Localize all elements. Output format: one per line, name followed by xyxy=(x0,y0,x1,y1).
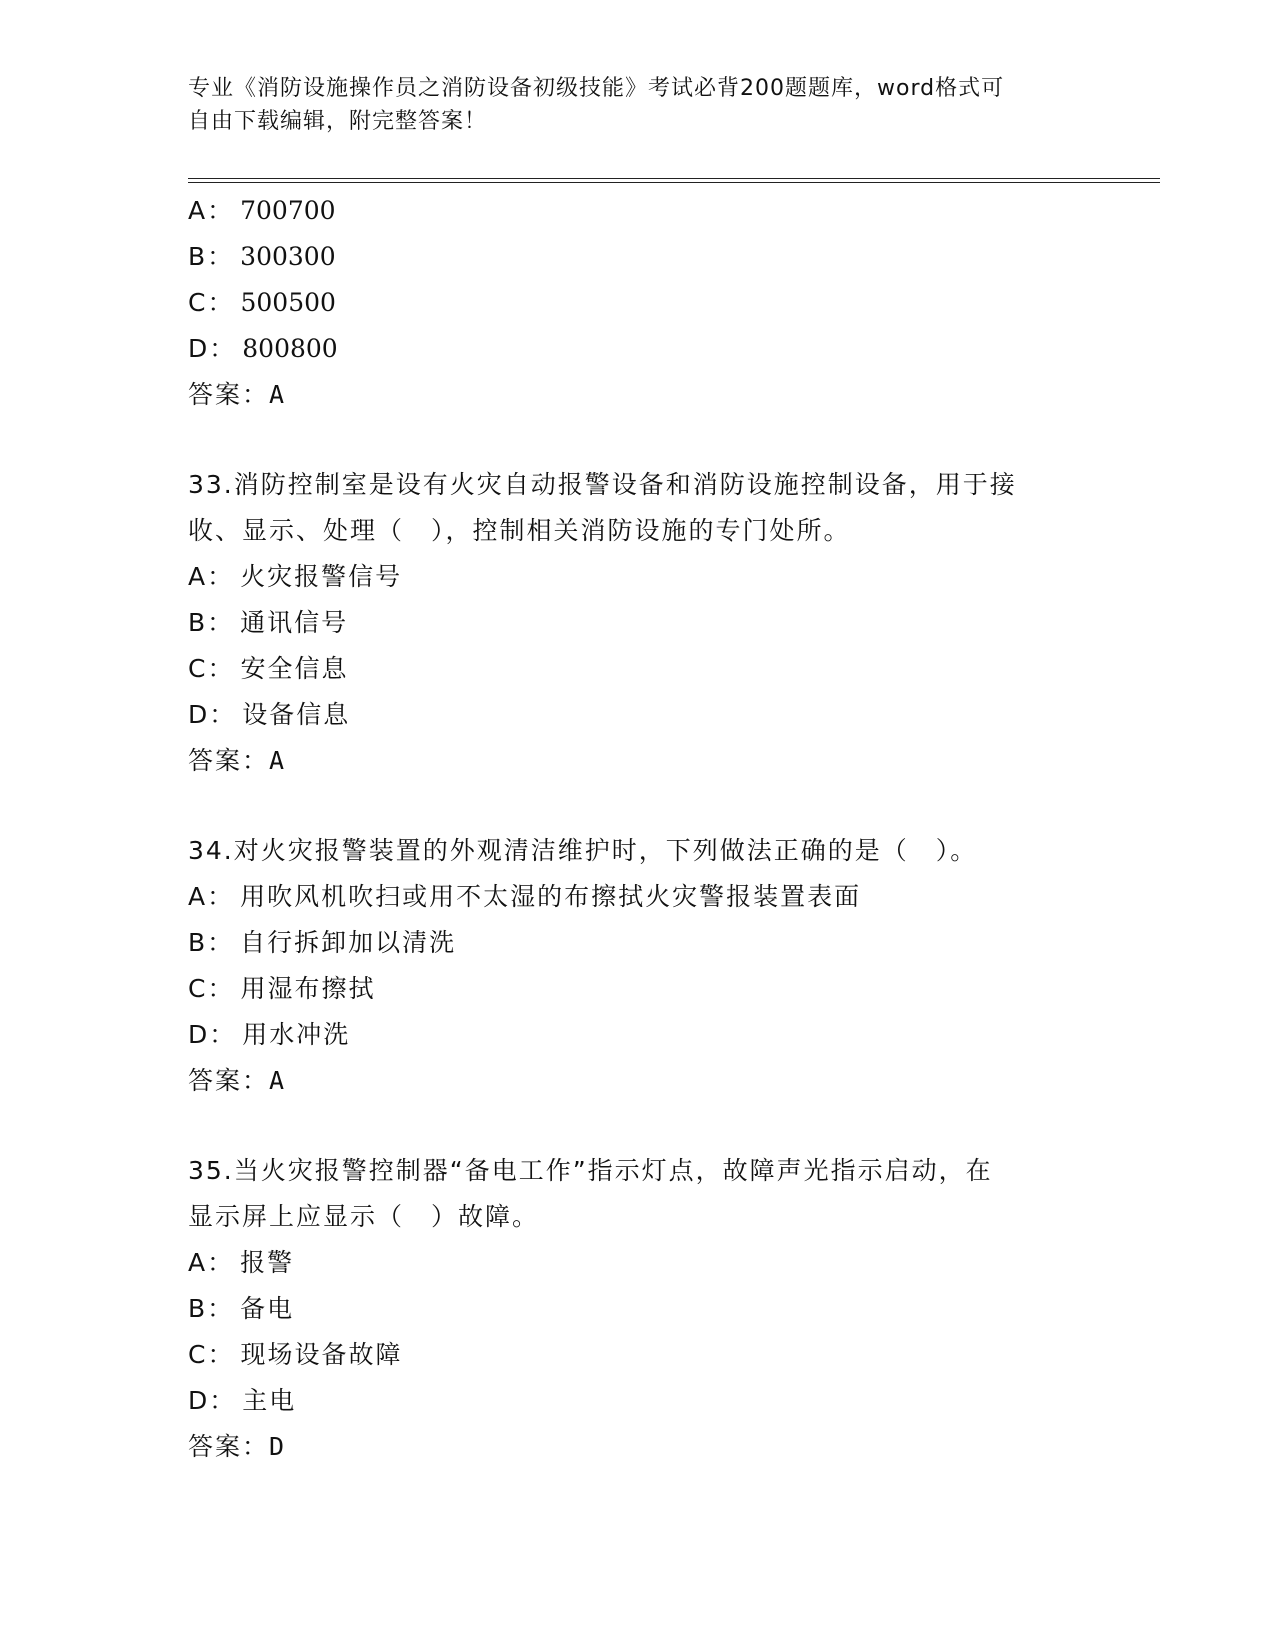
option-text: 800800 xyxy=(242,334,338,363)
option-text: 500500 xyxy=(240,288,336,317)
header-title-line-2: 自由下载编辑，附完整答案！ xyxy=(188,109,488,134)
option-separator: ： xyxy=(207,562,235,591)
answer-label: 答案： xyxy=(188,1066,270,1095)
option-b xyxy=(188,600,1088,646)
option-key: C xyxy=(188,288,208,317)
answer-line xyxy=(188,1424,1088,1470)
option-separator: ： xyxy=(207,242,235,271)
option-key: B xyxy=(188,1294,208,1323)
option-text: 火灾报警信号 xyxy=(240,562,403,591)
option-separator: ： xyxy=(209,1020,237,1049)
option-key: A xyxy=(188,882,208,911)
option-separator: ： xyxy=(207,882,235,911)
option-key: C xyxy=(188,1340,208,1369)
option-key: B xyxy=(188,242,208,271)
option-key: B xyxy=(188,928,208,957)
document-header xyxy=(188,72,1068,138)
question-text-line-2: 显示屏上应显示（ ）故障。 xyxy=(188,1202,540,1231)
question-34 xyxy=(188,828,1088,1104)
answer-value: A xyxy=(269,1066,287,1095)
spacer xyxy=(188,1104,1088,1148)
option-text: 主电 xyxy=(242,1386,297,1415)
answer-label: 答案： xyxy=(188,1432,270,1461)
option-separator: ： xyxy=(207,196,235,225)
option-text: 用吹风机吹扫或用不太湿的布擦拭火灾警报装置表面 xyxy=(240,882,862,911)
option-text: 用湿布擦拭 xyxy=(240,974,376,1003)
answer-line xyxy=(188,1058,1088,1104)
question-35 xyxy=(188,1148,1088,1470)
option-text: 现场设备故障 xyxy=(240,1340,403,1369)
option-a xyxy=(188,188,1088,234)
question-33 xyxy=(188,462,1088,784)
option-separator: ： xyxy=(207,1294,235,1323)
answer-value: D xyxy=(269,1432,287,1461)
option-d xyxy=(188,326,1088,372)
option-c xyxy=(188,646,1088,692)
option-d xyxy=(188,692,1088,738)
option-c xyxy=(188,280,1088,326)
question-32 xyxy=(188,188,1088,418)
question-text-line-2: 收、显示、处理（ ），控制相关消防设施的专门处所。 xyxy=(188,516,851,545)
option-key: C xyxy=(188,974,208,1003)
question-text-line-1: 35.当火灾报警控制器“备电工作”指示灯点，故障声光指示启动，在 xyxy=(188,1156,993,1185)
option-b xyxy=(188,920,1088,966)
question-text-line-1: 34.对火灾报警装置的外观清洁维护时，下列做法正确的是（ ）。 xyxy=(188,836,978,865)
option-separator: ： xyxy=(207,608,235,637)
option-separator: ： xyxy=(207,1340,235,1369)
option-text: 报警 xyxy=(240,1248,295,1277)
option-separator: ： xyxy=(207,928,235,957)
spacer xyxy=(188,418,1088,462)
question-list xyxy=(188,188,1088,1470)
option-separator: ： xyxy=(209,1386,237,1415)
option-a xyxy=(188,1240,1088,1286)
option-key: A xyxy=(188,1248,208,1277)
answer-label: 答案： xyxy=(188,380,270,409)
answer-value: A xyxy=(269,380,287,409)
option-key: B xyxy=(188,608,208,637)
option-text: 自行拆卸加以清洗 xyxy=(240,928,457,957)
header-title-line-1: 专业《消防设施操作员之消防设备初级技能》考试必背200题题库，word格式可 xyxy=(188,76,1005,101)
answer-value: A xyxy=(269,746,287,775)
option-d xyxy=(188,1378,1088,1424)
option-c xyxy=(188,966,1088,1012)
option-key: D xyxy=(188,700,210,729)
option-text: 用水冲洗 xyxy=(242,1020,351,1049)
option-text: 备电 xyxy=(240,1294,295,1323)
option-a xyxy=(188,554,1088,600)
option-c xyxy=(188,1332,1088,1378)
spacer xyxy=(188,784,1088,828)
option-separator: ： xyxy=(209,334,237,363)
option-key: D xyxy=(188,334,210,363)
option-separator: ： xyxy=(207,654,235,683)
option-text: 安全信息 xyxy=(240,654,349,683)
answer-label: 答案： xyxy=(188,746,270,775)
option-text: 700700 xyxy=(240,196,336,225)
option-text: 通讯信号 xyxy=(240,608,349,637)
header-divider xyxy=(188,178,1160,183)
question-text-line-1: 33.消防控制室是设有火灾自动报警设备和消防设施控制设备，用于接 xyxy=(188,470,1017,499)
option-key: A xyxy=(188,196,208,225)
option-separator: ： xyxy=(207,1248,235,1277)
option-text: 设备信息 xyxy=(242,700,351,729)
option-separator: ： xyxy=(207,288,235,317)
option-key: C xyxy=(188,654,208,683)
option-text: 300300 xyxy=(240,242,336,271)
answer-line xyxy=(188,372,1088,418)
option-key: A xyxy=(188,562,208,591)
option-b xyxy=(188,234,1088,280)
option-key: D xyxy=(188,1386,210,1415)
option-b xyxy=(188,1286,1088,1332)
option-separator: ： xyxy=(209,700,237,729)
option-separator: ： xyxy=(207,974,235,1003)
option-d xyxy=(188,1012,1088,1058)
option-key: D xyxy=(188,1020,210,1049)
answer-line xyxy=(188,738,1088,784)
option-a xyxy=(188,874,1088,920)
